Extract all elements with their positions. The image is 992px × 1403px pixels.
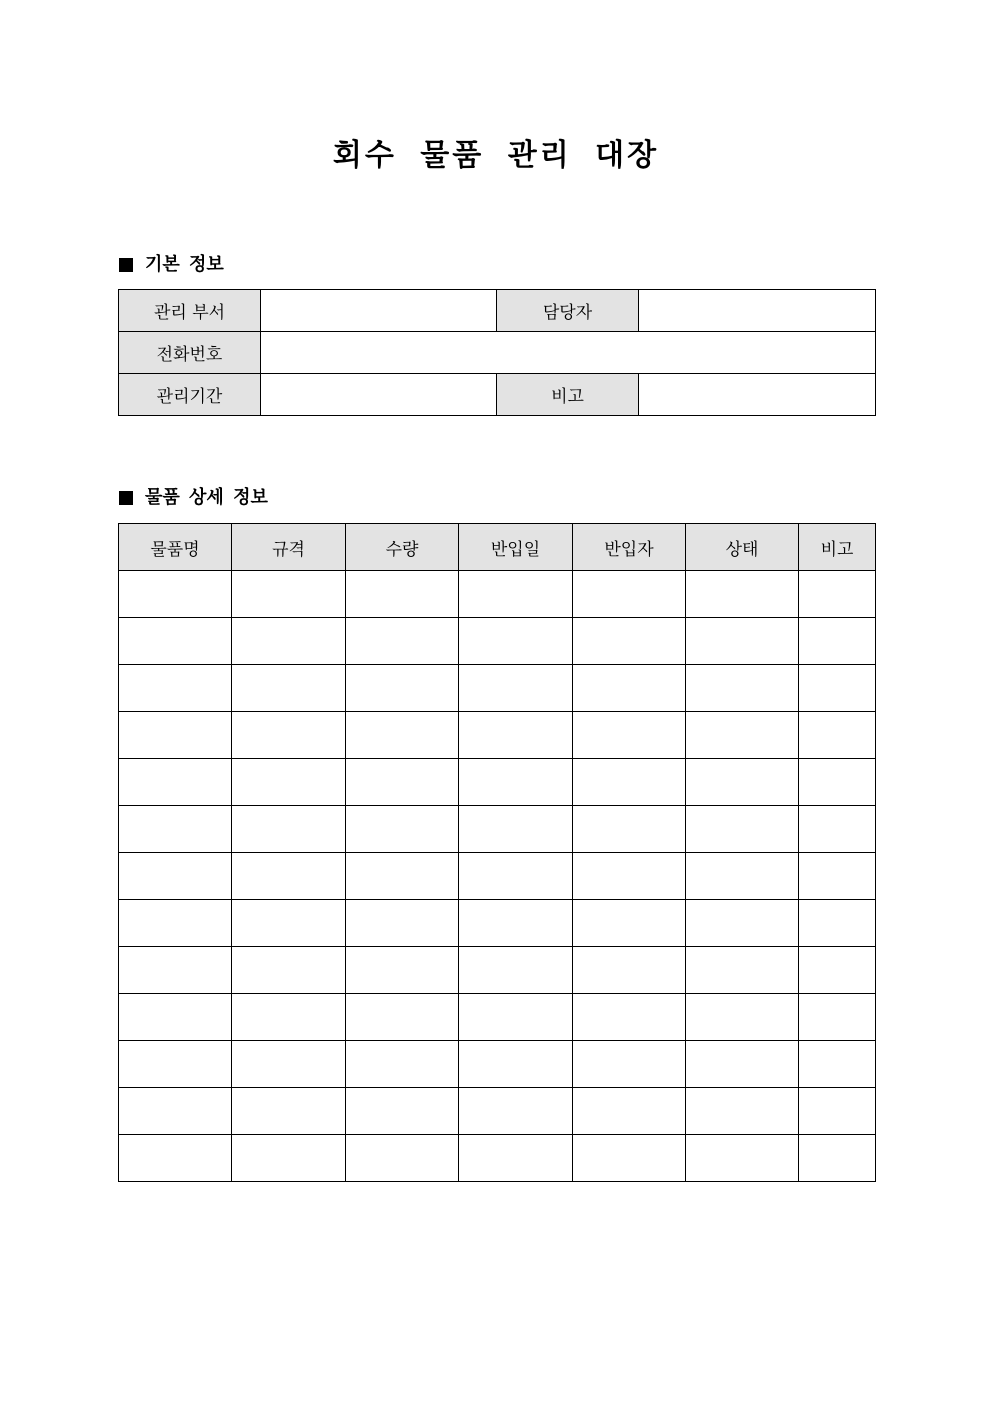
table-row [119, 853, 876, 900]
received-date-cell[interactable] [459, 571, 573, 618]
table-row [119, 665, 876, 712]
spec-cell[interactable] [232, 900, 346, 947]
basic-info-table [118, 289, 876, 416]
section-heading-text: 물품 상세 정보 [145, 487, 268, 508]
document-title: 회수 물품 관리 대장 [332, 138, 660, 173]
received-by-cell[interactable] [573, 1088, 686, 1135]
item-name-cell[interactable] [119, 618, 232, 665]
black-square-icon [119, 491, 133, 505]
table-row [119, 1088, 876, 1135]
table-row [119, 947, 876, 994]
remarks-cell[interactable] [799, 665, 876, 712]
item-name-cell[interactable] [119, 759, 232, 806]
quantity-cell[interactable] [346, 1088, 459, 1135]
condition-cell[interactable] [686, 900, 799, 947]
quantity-cell[interactable] [346, 947, 459, 994]
remarks-cell[interactable] [799, 947, 876, 994]
table-row [119, 806, 876, 853]
condition-cell[interactable] [686, 759, 799, 806]
condition-cell[interactable] [686, 571, 799, 618]
quantity-cell[interactable] [346, 806, 459, 853]
quantity-cell[interactable] [346, 759, 459, 806]
remarks-label: 비고 [497, 374, 639, 416]
table-row [119, 571, 876, 618]
phone-label: 전화번호 [119, 332, 261, 374]
received-date-cell[interactable] [459, 1041, 573, 1088]
received-date-cell[interactable] [459, 900, 573, 947]
received-date-cell[interactable] [459, 947, 573, 994]
column-header-item-name: 물품명 [119, 524, 232, 571]
table-row [119, 1135, 876, 1182]
manager-label: 담당자 [497, 290, 639, 332]
remarks-cell[interactable] [799, 1135, 876, 1182]
received-by-cell[interactable] [573, 665, 686, 712]
received-by-cell[interactable] [573, 571, 686, 618]
received-by-cell[interactable] [573, 853, 686, 900]
remarks-field[interactable] [639, 374, 876, 416]
quantity-cell[interactable] [346, 712, 459, 759]
basic-info-row-department [119, 290, 876, 332]
received-by-cell[interactable] [573, 994, 686, 1041]
spec-cell[interactable] [232, 665, 346, 712]
item-name-cell[interactable] [119, 571, 232, 618]
remarks-cell[interactable] [799, 618, 876, 665]
quantity-cell[interactable] [346, 618, 459, 665]
phone-field[interactable] [261, 332, 876, 374]
received-date-cell[interactable] [459, 1135, 573, 1182]
received-date-cell[interactable] [459, 994, 573, 1041]
condition-cell[interactable] [686, 1135, 799, 1182]
received-by-cell[interactable] [573, 618, 686, 665]
spec-cell[interactable] [232, 759, 346, 806]
received-date-cell[interactable] [459, 853, 573, 900]
spec-cell[interactable] [232, 994, 346, 1041]
item-name-cell[interactable] [119, 900, 232, 947]
spec-cell[interactable] [232, 1041, 346, 1088]
manager-field[interactable] [639, 290, 876, 332]
column-header-condition: 상태 [686, 524, 799, 571]
remarks-cell[interactable] [799, 853, 876, 900]
basic-info-row-period [119, 374, 876, 416]
received-date-cell[interactable] [459, 1088, 573, 1135]
received-by-cell[interactable] [573, 759, 686, 806]
table-header-row [119, 524, 876, 571]
item-name-cell[interactable] [119, 1088, 232, 1135]
spec-cell[interactable] [232, 712, 346, 759]
table-row [119, 900, 876, 947]
column-header-received-date: 반입일 [459, 524, 573, 571]
black-square-icon [119, 258, 133, 272]
spec-cell[interactable] [232, 853, 346, 900]
period-label: 관리기간 [119, 374, 261, 416]
quantity-cell[interactable] [346, 571, 459, 618]
table-row [119, 759, 876, 806]
column-header-received-by: 반입자 [573, 524, 686, 571]
item-name-cell[interactable] [119, 947, 232, 994]
received-by-cell[interactable] [573, 900, 686, 947]
column-header-remarks: 비고 [799, 524, 876, 571]
column-header-quantity: 수량 [346, 524, 459, 571]
condition-cell[interactable] [686, 806, 799, 853]
item-name-cell[interactable] [119, 853, 232, 900]
spec-cell[interactable] [232, 806, 346, 853]
condition-cell[interactable] [686, 1041, 799, 1088]
remarks-cell[interactable] [799, 1041, 876, 1088]
basic-info-row-phone [119, 332, 876, 374]
item-name-cell[interactable] [119, 665, 232, 712]
item-name-cell[interactable] [119, 1041, 232, 1088]
quantity-cell[interactable] [346, 853, 459, 900]
received-date-cell[interactable] [459, 665, 573, 712]
spec-cell[interactable] [232, 1135, 346, 1182]
quantity-cell[interactable] [346, 1041, 459, 1088]
quantity-cell[interactable] [346, 900, 459, 947]
received-by-cell[interactable] [573, 1041, 686, 1088]
section-heading-item-details [119, 486, 268, 510]
condition-cell[interactable] [686, 947, 799, 994]
table-row [119, 618, 876, 665]
remarks-cell[interactable] [799, 759, 876, 806]
received-by-cell[interactable] [573, 947, 686, 994]
quantity-cell[interactable] [346, 994, 459, 1041]
item-name-cell[interactable] [119, 994, 232, 1041]
condition-cell[interactable] [686, 853, 799, 900]
remarks-cell[interactable] [799, 900, 876, 947]
item-name-cell[interactable] [119, 806, 232, 853]
condition-cell[interactable] [686, 712, 799, 759]
remarks-cell[interactable] [799, 806, 876, 853]
table-row [119, 712, 876, 759]
column-header-spec: 규격 [232, 524, 346, 571]
received-date-cell[interactable] [459, 618, 573, 665]
department-label: 관리 부서 [119, 290, 261, 332]
received-date-cell[interactable] [459, 712, 573, 759]
item-detail-table [118, 523, 876, 1182]
section-heading-text: 기본 정보 [145, 254, 224, 275]
remarks-cell[interactable] [799, 994, 876, 1041]
remarks-cell[interactable] [799, 571, 876, 618]
condition-cell[interactable] [686, 1088, 799, 1135]
period-field[interactable] [261, 374, 497, 416]
condition-cell[interactable] [686, 994, 799, 1041]
department-field[interactable] [261, 290, 497, 332]
condition-cell[interactable] [686, 618, 799, 665]
table-row [119, 994, 876, 1041]
received-date-cell[interactable] [459, 806, 573, 853]
condition-cell[interactable] [686, 665, 799, 712]
spec-cell[interactable] [232, 947, 346, 994]
received-date-cell[interactable] [459, 759, 573, 806]
item-name-cell[interactable] [119, 1135, 232, 1182]
item-name-cell[interactable] [119, 712, 232, 759]
table-row [119, 1041, 876, 1088]
received-by-cell[interactable] [573, 1135, 686, 1182]
quantity-cell[interactable] [346, 1135, 459, 1182]
spec-cell[interactable] [232, 571, 346, 618]
remarks-cell[interactable] [799, 1088, 876, 1135]
remarks-cell[interactable] [799, 712, 876, 759]
spec-cell[interactable] [232, 1088, 346, 1135]
received-by-cell[interactable] [573, 712, 686, 759]
quantity-cell[interactable] [346, 665, 459, 712]
received-by-cell[interactable] [573, 806, 686, 853]
spec-cell[interactable] [232, 618, 346, 665]
section-heading-basic-info [119, 253, 224, 277]
